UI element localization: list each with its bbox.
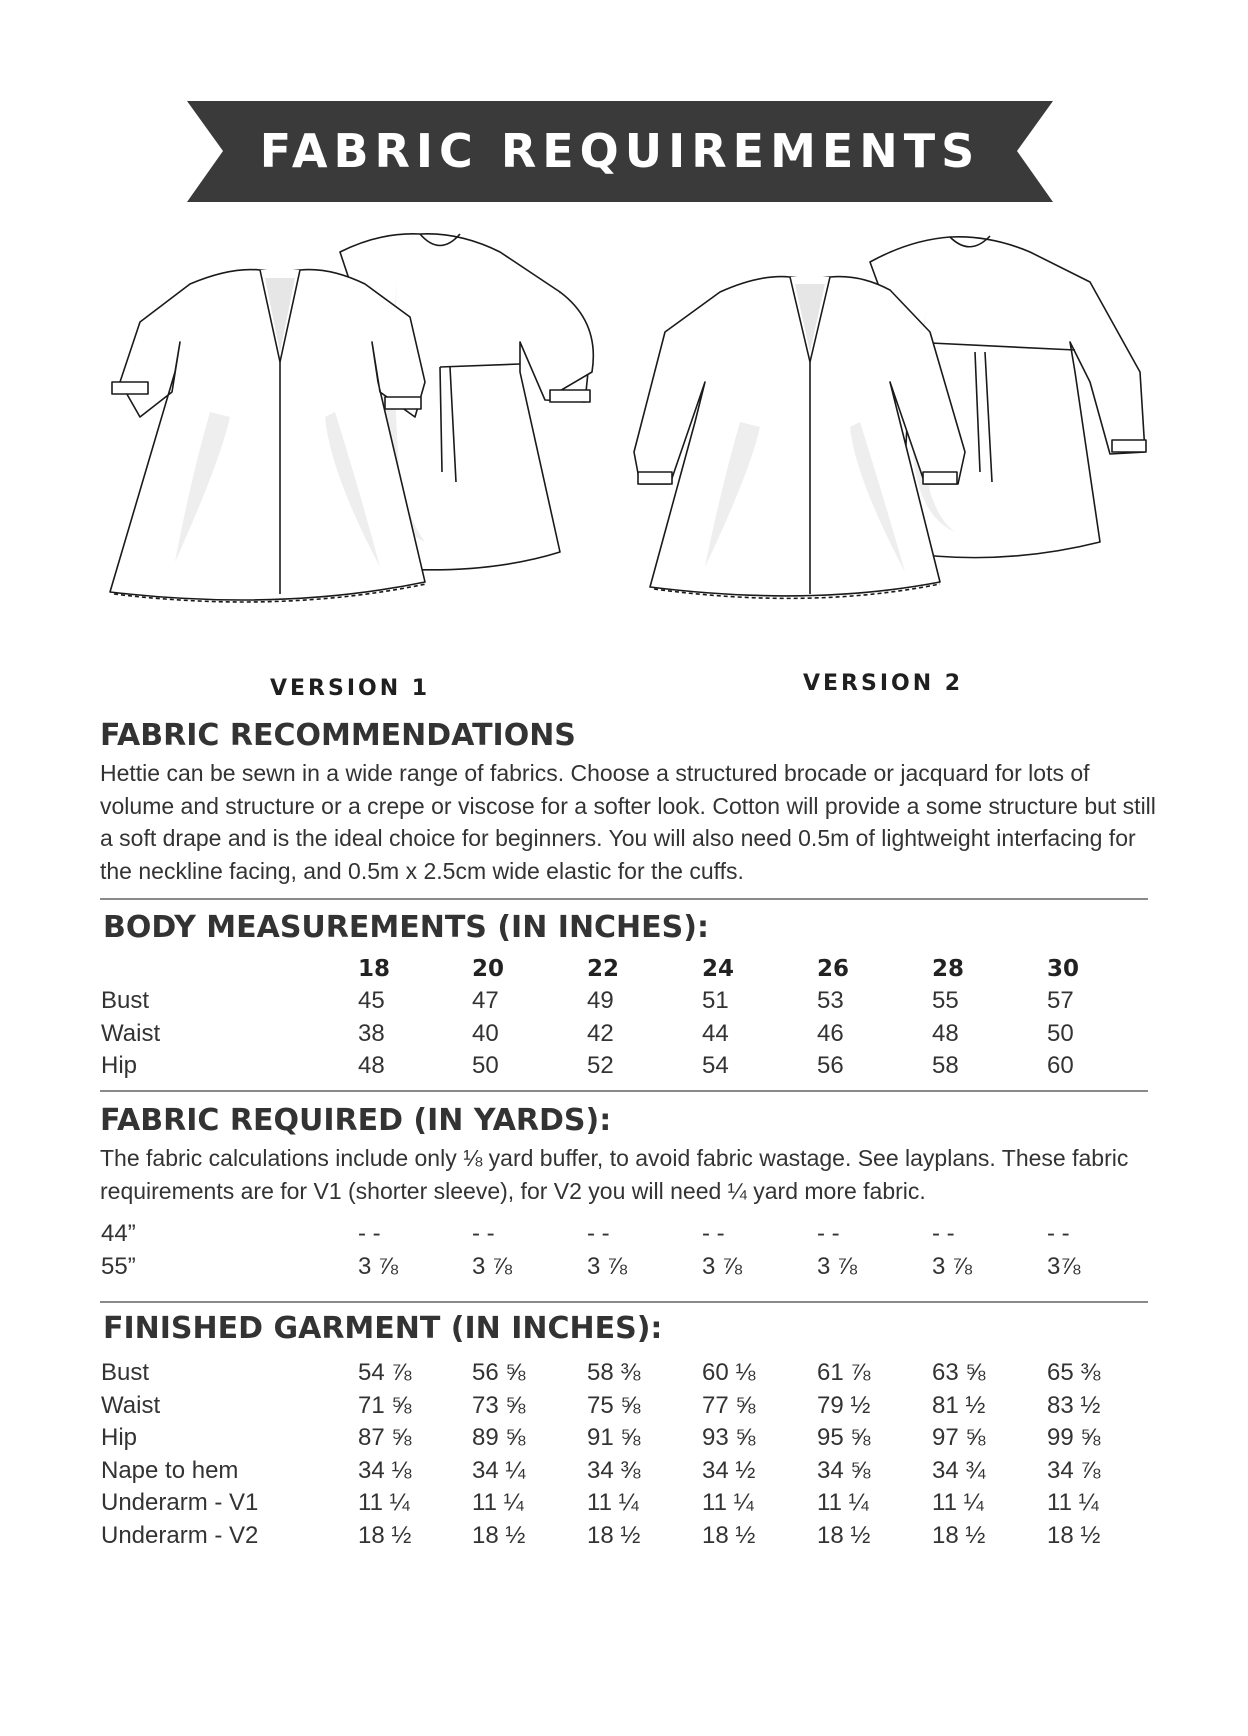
table-cell: - - [472,1220,495,1247]
body-measurements-heading: BODY MEASUREMENTS (IN INCHES): [103,910,709,945]
divider [100,898,1148,900]
table-cell: 34 ¼ [472,1456,526,1484]
table-cell: 44 [702,1019,729,1047]
table-cell: 83 ½ [1047,1391,1101,1419]
row-label: 55” [101,1252,136,1280]
table-cell: 50 [1047,1019,1074,1047]
table-cell: 95 ⅝ [817,1424,871,1451]
row-label: Hip [101,1424,138,1451]
table-cell: 46 [817,1019,844,1047]
table-row [0,1522,1248,1554]
table-cell: 81 ½ [932,1391,986,1419]
page-title: FABRIC REQUIREMENTS [259,124,981,178]
table-row [0,1392,1248,1424]
table-cell: 48 [932,1019,959,1047]
table-row [0,1359,1248,1391]
table-cell: 3 ⅞ [587,1252,628,1280]
divider [100,1301,1148,1303]
table-cell: 11 ¼ [358,1489,410,1516]
table-row [0,1457,1248,1489]
table-cell: 60 [1047,1052,1074,1079]
table-row [0,1052,1248,1084]
table-cell: 18 ½ [587,1521,641,1549]
table-cell: 49 [587,987,614,1014]
table-row [0,1424,1248,1456]
table-cell: - - [702,1220,725,1247]
table-cell: 89 ⅝ [472,1424,526,1451]
table-cell: 79 ½ [817,1391,871,1419]
table-cell: 34 ½ [702,1456,756,1484]
table-cell: 34 ⅞ [1047,1456,1101,1484]
size-header: 20 [472,956,505,982]
table-cell: 3 ⅞ [932,1252,973,1280]
recommendation-line: Hettie can be sewn in a wide range of fabrics. Choose a structured brocade or jacquard for lots of [100,760,1090,786]
version-1-illustration [80,222,600,622]
row-label: Bust [101,987,150,1014]
table-cell: 54 ⅞ [358,1359,412,1386]
table-cell: 65 ⅜ [1047,1359,1101,1386]
fabric-recommendations-heading: FABRIC RECOMMENDATIONS [100,718,576,753]
table-cell: 93 ⅝ [702,1424,756,1451]
table-cell: 87 ⅝ [358,1424,412,1451]
table-cell: 11 ¼ [702,1489,754,1516]
fabric-required-text [100,1142,1160,1207]
table-cell: 38 [358,1019,385,1047]
divider [100,1090,1148,1092]
table-row [0,1253,1248,1285]
table-cell: 34 ⅜ [587,1456,641,1484]
size-header: 24 [702,956,735,982]
table-cell: 77 ⅝ [702,1391,756,1419]
table-cell: 54 [702,1052,729,1079]
table-row [0,987,1248,1019]
table-cell: 3 ⅞ [472,1252,513,1280]
table-cell: 11 ¼ [587,1489,639,1516]
table-cell: - - [932,1220,955,1247]
row-label: 44” [101,1220,136,1247]
table-cell: 18 ½ [932,1521,986,1549]
table-cell: 63 ⅝ [932,1359,986,1386]
table-row [0,1489,1248,1521]
table-cell: 42 [587,1019,614,1047]
table-cell: 55 [932,987,959,1014]
table-cell: 47 [472,987,499,1014]
table-cell: 50 [472,1052,499,1079]
table-cell: 99 ⅝ [1047,1424,1101,1451]
table-cell: 3 ⅞ [702,1252,743,1280]
table-cell: 18 ½ [358,1521,412,1549]
table-cell: 34 ⅛ [358,1456,412,1484]
table-cell: 18 ½ [702,1521,756,1549]
table-cell: 11 ¼ [1047,1489,1099,1516]
fabric-required-line: requirements are for V1 (shorter sleeve), for V2 you will need ¼ yard more fabric. [100,1177,926,1204]
size-header-row [0,956,1248,988]
row-label: Underarm - V2 [101,1521,259,1549]
table-cell: 34 ¾ [932,1456,986,1484]
table-cell: 40 [472,1019,499,1047]
table-cell: 75 ⅝ [587,1391,641,1419]
size-header: 18 [358,956,391,982]
size-header: 22 [587,956,620,982]
table-cell: 73 ⅝ [472,1391,526,1419]
recommendation-line: the neckline facing, and 0.5m x 2.5cm wide elastic for the cuffs. [100,857,744,884]
table-cell: - - [1047,1220,1070,1247]
row-label: Nape to hem [101,1456,239,1484]
version-1-label: VERSION 1 [270,676,431,701]
recommendation-line: a soft drape and is the ideal choice for beginners. You will also need 0.5m of lightweight interfacing for [100,825,1136,851]
table-cell: - - [587,1220,610,1247]
table-row [0,1020,1248,1052]
table-cell: 3 ⅞ [358,1252,399,1280]
fabric-required-line: The fabric calculations include only ⅛ yard buffer, to avoid fabric wastage. See layplans. These fabric [100,1145,1129,1171]
table-cell: 91 ⅝ [587,1424,641,1451]
row-label: Waist [101,1391,161,1419]
fabric-required-heading: FABRIC REQUIRED (IN YARDS): [100,1103,612,1138]
row-label: Underarm - V1 [101,1489,259,1516]
row-label: Bust [101,1359,150,1386]
version-2-label: VERSION 2 [803,671,964,696]
table-cell: 3⅞ [1047,1252,1081,1280]
table-cell: 51 [702,987,729,1014]
size-header: 30 [1047,956,1080,982]
table-cell: 45 [358,987,385,1014]
table-row [0,1220,1248,1252]
table-cell: 18 ½ [472,1521,526,1549]
table-cell: 52 [587,1052,614,1079]
table-cell: 56 [817,1052,844,1079]
table-cell: 57 [1047,987,1074,1014]
fabric-recommendations-text [100,757,1160,887]
table-cell: - - [358,1220,381,1247]
table-cell: 97 ⅝ [932,1424,986,1451]
table-cell: 48 [358,1052,385,1079]
finished-garment-heading: FINISHED GARMENT (IN INCHES): [103,1311,663,1346]
title-banner [187,101,1053,202]
table-cell: 18 ½ [817,1521,871,1549]
table-cell: 34 ⅝ [817,1456,871,1484]
size-header: 26 [817,956,850,982]
table-cell: 18 ½ [1047,1521,1101,1549]
table-cell: 3 ⅞ [817,1252,858,1280]
row-label: Waist [101,1019,161,1047]
table-cell: 61 ⅞ [817,1359,871,1386]
table-cell: 11 ¼ [932,1489,984,1516]
table-cell: 53 [817,987,844,1014]
table-cell: 58 [932,1052,959,1079]
version-1-front-view [110,270,426,602]
table-cell: 60 ⅛ [702,1359,756,1386]
table-cell: 11 ¼ [817,1489,869,1516]
recommendation-line: volume and structure or a crepe or viscose for a softer look. Cotton will provide a some structure but still [100,792,1156,819]
version-2-front-view [634,277,965,599]
table-cell: - - [817,1220,840,1247]
row-label: Hip [101,1052,138,1079]
table-cell: 56 ⅝ [472,1359,526,1386]
size-header: 28 [932,956,965,982]
table-cell: 58 ⅜ [587,1359,641,1386]
table-cell: 71 ⅝ [358,1391,412,1419]
version-2-illustration [620,222,1180,642]
table-cell: 11 ¼ [472,1489,524,1516]
